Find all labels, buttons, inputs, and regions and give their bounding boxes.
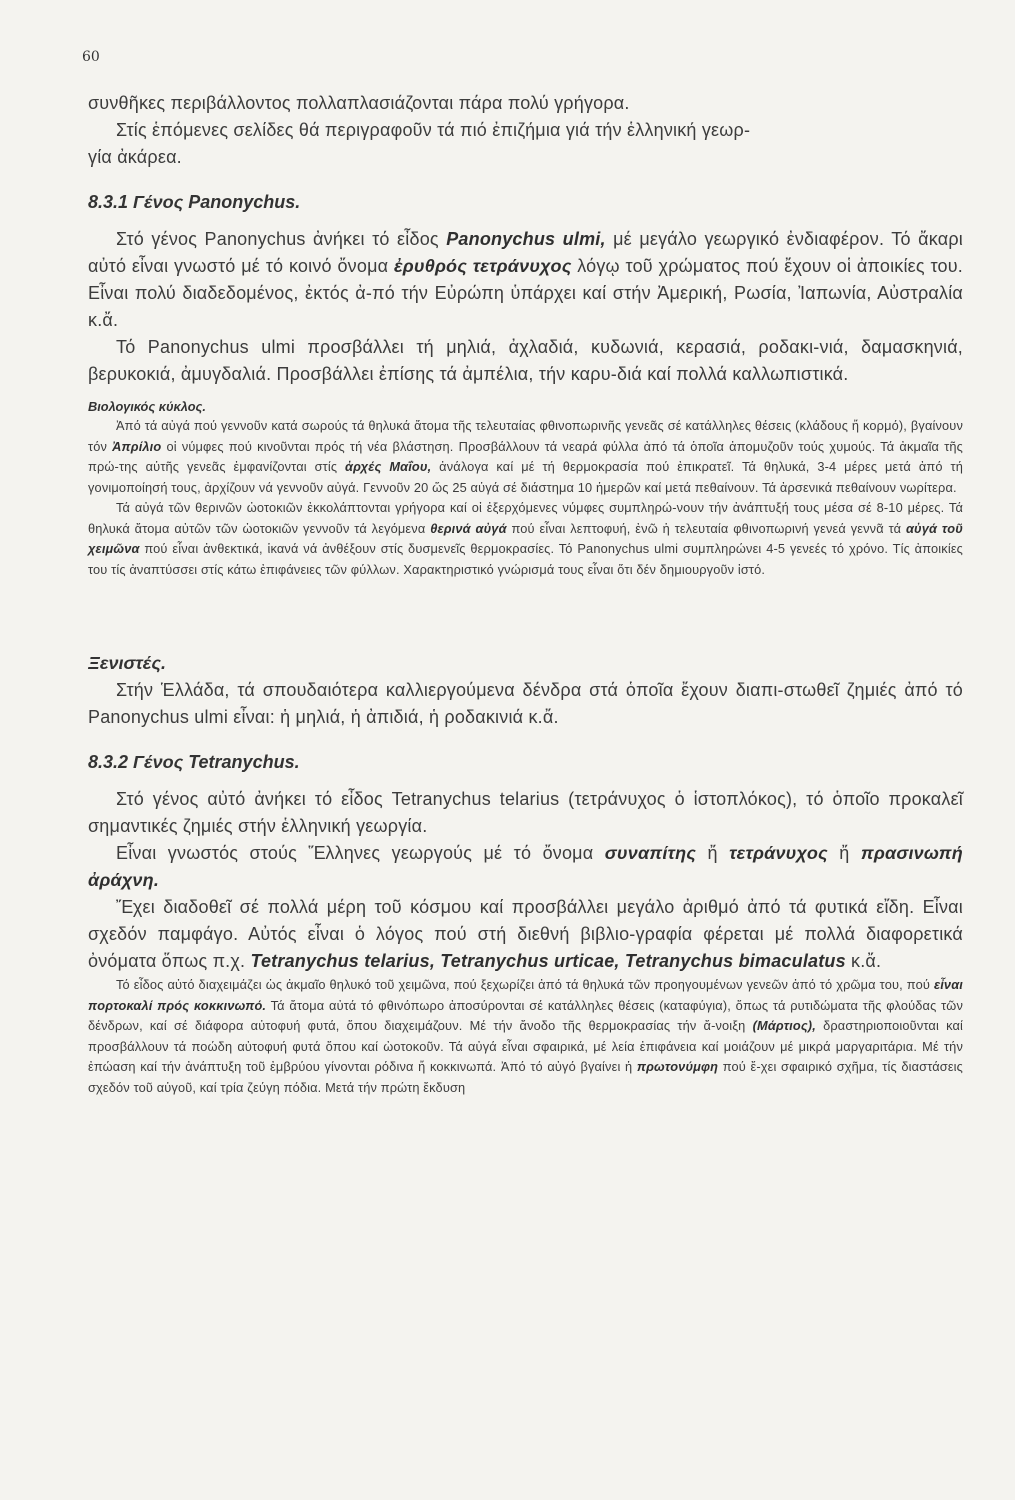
paragraph-text: γία ἀκάρεα. bbox=[88, 147, 182, 167]
paragraph-text: πού εἶναι ἀνθεκτικά, ἱκανά νά ἀνθέξουν στίς δυσμενεῖς θερμοκρασίες. Τό Panonychus ulmi συμπληρώνει 4-5 γενεές τό χρόνο. Τίς ἀποικίες του τίς ἀναπτύσσει στίς κάτω ἐπιφάνειες τῶν φύλλων. Χαρακτηριστικό γνώρισμά τους εἶναι ὅτι δέν δημιουργοῦν ἱστό. bbox=[88, 541, 963, 577]
section-heading-tetranychus: 8.3.2 Γένος Tetranychus. bbox=[88, 752, 300, 772]
paragraph-text: κ.ἄ. bbox=[845, 951, 882, 971]
paragraph-environment bbox=[88, 90, 963, 117]
emphasis-summer-eggs: θερινά αὐγά bbox=[430, 520, 507, 536]
paragraph-text: Εἶναι γνωστός στούς Ἕλληνες γεωργούς μέ τό ὄνομα bbox=[116, 843, 605, 863]
paragraph-text: μέ μεγάλο γεωργικό ἐνδιαφέρον. Τό ἄκαρι αὐτό εἶναι γνωστό μέ τό κοινό ὄνομα bbox=[88, 229, 963, 276]
paragraph-text: Στό γένος Panonychus ἀνήκει τό εἶδος bbox=[116, 229, 447, 249]
paragraph-tetranychus-telarius: Στό γένος αὐτό ἀνήκει τό εἶδος Tetranychus telarius (τετράνυχος ὁ ἱστοπλόκος), τό ὁποῖο προκαλεῖ σημαντικές ζημιές στήν ἑλληνική γεωργία. bbox=[88, 789, 963, 836]
paragraph-text: πού εἶναι λεπτοφυή, ἐνῶ ἡ τελευταία φθινοπωρινή γενεά γεννᾶ τά bbox=[506, 520, 906, 536]
common-name-3: πρασινωπή ἀράχνη. bbox=[88, 843, 963, 890]
paragraph-text: Τό εἶδος αὐτό διαχειμάζει ὡς ἀκμαῖο θηλυκό τοῦ χειμῶνα, πού ξεχωρίζει ἀπό τά θηλυκά τῶν προηγουμένων γενεῶν ἀπό τό χρῶμα του, πού bbox=[116, 977, 934, 992]
paragraph-panonychus-ulmi bbox=[88, 226, 963, 334]
paragraph-text: ἤ bbox=[696, 843, 730, 863]
paragraph-hosts: Στήν Ἑλλάδα, τά σπουδαιότερα καλλιεργούμενα δένδρα στά ὁποῖα ἔχουν διαπι-στωθεῖ ζημιές ἀπό τό Panonychus ulmi εἶναι: ἡ μηλιά, ἡ ἀπιδιά, ἡ ροδακινιά κ.ἄ. bbox=[88, 680, 963, 727]
paragraph-text: ἤ bbox=[827, 843, 861, 863]
page-number: 60 bbox=[82, 49, 100, 65]
paragraph-text: πού ἔ-χει σφαιρικό σχῆμα, τίς διαστάσεις σχεδόν τοῦ αὐγοῦ, καί τρία ζεύγη πόδια. Μετά τήν πρώτη ἔκδυση bbox=[88, 1059, 963, 1095]
common-name-1: συναπίτης bbox=[604, 843, 697, 863]
section-heading-panonychus: 8.3.1 Γένος Panonychus. bbox=[88, 192, 301, 212]
paragraph-following-pages bbox=[88, 117, 963, 171]
species-name: Panonychus ulmi, bbox=[446, 229, 606, 249]
paragraph-life-cycle-1 bbox=[88, 416, 963, 498]
paragraph-text: ἀνάλογα καί μέ τή θερμοκρασία πού ἐπικρατεῖ. Τά θηλυκά, 3-4 μέρες μετά ἀπό τή γονιμοποίησή τους, ἀρχίζουν νά γεννοῦν αὐγά. Γεννοῦν 20 ὥς 25 αὐγά σέ διάστημα 10 ἡμερῶν καί μετά πεθαίνουν. Τά ἀρσενικά πεθαίνουν νωρίτερα. bbox=[88, 459, 963, 495]
paragraph-text: Τά αὐγά τῶν θερινῶν ὠοτοκιῶν ἐκκολάπτονται γρήγορα καί οἱ ἐξερχόμενες νύμφες συμπληρώ-νουν τήν ἀνάπτυξή τους μέσα σέ 8-10 μέρες. Τά θηλυκά ἄτομα αὐτῶν τῶν ὠοτοκιῶν γεννοῦν τά λεγόμενα bbox=[88, 500, 963, 536]
paragraph-host-plants: Τό Panonychus ulmi προσβάλλει τή μηλιά, ἀχλαδιά, κυδωνιά, κερασιά, ροδακι-νιά, δαμασκηνιά, βερυκοκιά, ἀμυγδαλιά. Προσβάλλει ἐπίσης τά ἀμπέλια, τήν καρυ-διά καί πολλά καλλωπιστικά. bbox=[88, 337, 963, 384]
paragraph-text: Στίς ἑπόμενες σελίδες θά περιγραφοῦν τά πιό ἐπιζήμια γιά τήν ἑλληνική γεωρ- bbox=[116, 120, 751, 140]
paragraph-common-names bbox=[88, 840, 963, 894]
common-name: ἐρυθρός τετράνυχος bbox=[393, 256, 572, 276]
paragraph-text: Ἔχει διαδοθεῖ σέ πολλά μέρη τοῦ κόσμου καί προσβάλλει μεγάλο ἀριθμό ἀπό τά φυτικά εἴδη. Εἶναι σχεδόν παμφάγο. Αὐτός εἶναι ὁ λόγος πού στή διεθνή βιβλιο-γραφία φέρεται μέ πολλά διαφορετικά ὀνόματα ὅπως π.χ. bbox=[88, 897, 963, 971]
emphasis-april: Ἀπρίλιο bbox=[112, 438, 162, 454]
paragraph-text: Τά ἄτομα αὐτά τό φθινόπωρο ἀποσύρονται σέ κατάλληλες θέσεις (καταφύγια), ὅπως τά ρυτιδώματα τῆς φλούδας τῶν δένδρων, καί σέ διάφορα αὐτοφυή φυτά, ὅπου διαχειμάζουν. Μέ τήν ἄνοδο τῆς θερμοκρασίας τήν ἄ-νοιξη bbox=[88, 997, 963, 1033]
emphasis-may: ἀρχές Μαΐου, bbox=[345, 459, 432, 474]
scientific-names: Tetranychus telarius, Tetranychus urticae, Tetranychus bimaculatus bbox=[250, 951, 846, 971]
paragraph-text: συνθῆκες περιβάλλοντος πολλαπλασιάζονται πάρα πολύ γρήγορα. bbox=[88, 93, 630, 113]
paragraph-overwintering bbox=[88, 975, 963, 1098]
subheading-hosts: Ξενιστές. bbox=[88, 653, 166, 673]
paragraph-life-cycle-2 bbox=[88, 498, 963, 580]
paragraph-distribution bbox=[88, 894, 963, 975]
emphasis-color: εἶναι πορτοκαλί πρός κοκκινωπό. bbox=[88, 977, 963, 1013]
paragraph-text: δραστηριοποιοῦνται καί προσβάλλουν τά ποώδη αὐτοφυή φυτά ὅπου καί ὠοτοκοῦν. Τά αὐγά εἶναι σφαιρικά, μέ λεία ἐπιφάνεια καί μοιάζουν μέ μικρά μαργαριτάρια. Μέ τήν ἐπώαση καί τήν ἀνάπτυξη τοῦ ἐμβρύου γίνονται ρόδινα ἤ κοκκινωπά. Ἀπό τό αὐγό βγαίνει ἡ bbox=[88, 1018, 963, 1074]
paragraph-text: Ἀπό τά αὐγά πού γεννοῦν κατά σωρούς τά θηλυκά ἄτομα τῆς τελευταίας φθινοπωρινῆς γενεᾶς σέ κατάλληλες θέσεις (κλάδους ἤ κορμό), βγαίνουν τόν bbox=[88, 418, 963, 454]
emphasis-protonymph: πρωτονύμφη bbox=[636, 1059, 719, 1074]
common-name-2: τετράνυχος bbox=[729, 843, 828, 863]
paragraph-text: λόγῳ τοῦ χρώματος πού ἔχουν οἱ ἀποικίες του. Εἶναι πολύ διαδεδομένος, ἐκτός ἀ-πό τήν Εὐρώπη ὑπάρχει καί στήν Ἀμερική, Ρωσία, Ἰαπωνία, Αὐστραλία κ.ἄ. bbox=[88, 256, 964, 330]
emphasis-march: (Μάρτιος), bbox=[752, 1018, 816, 1033]
page-content bbox=[88, 90, 963, 1098]
emphasis-winter-eggs: αὐγά τοῦ χειμῶνα bbox=[88, 520, 963, 556]
paragraph-text: οἱ νύμφες πού κινοῦνται πρός τή νέα βλάστηση. Προσβάλλουν τά νεαρά φύλλα ἀπό τά ὁποῖα ἀπομυζοῦν τούς χυμούς. Τά ἀκμαῖα τῆς πρώ-της αὐτῆς γενεᾶς ἐμφανίζονται στίς bbox=[88, 438, 963, 474]
subheading-life-cycle: Βιολογικός κύκλος. bbox=[88, 399, 206, 414]
